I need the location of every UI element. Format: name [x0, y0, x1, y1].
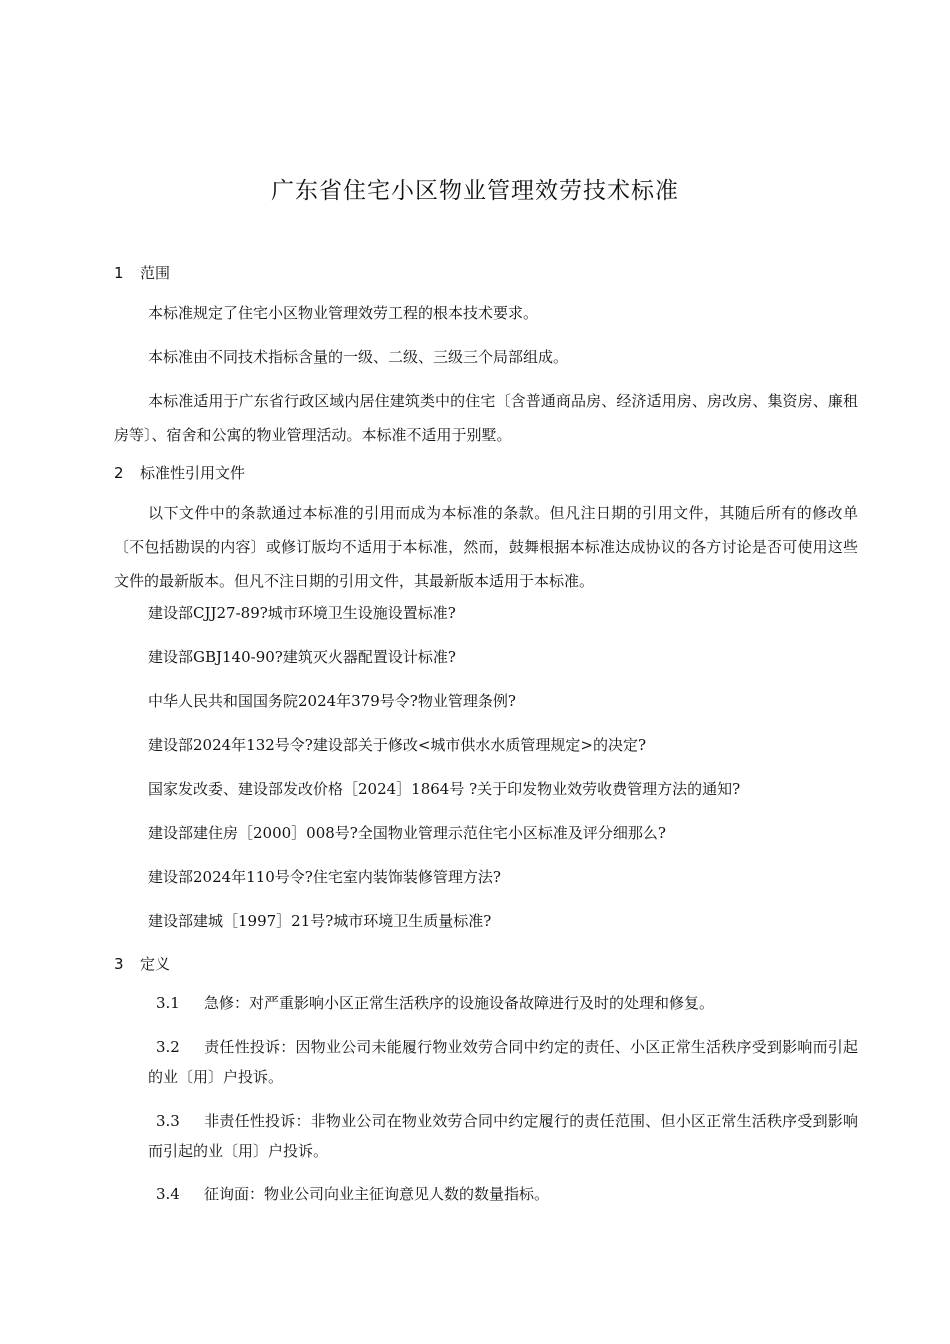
- definition-item: [148, 1032, 858, 1092]
- definition-number: 3.4: [156, 1185, 180, 1203]
- definition-text: 急修：对严重影响小区正常生活秩序的设施设备故障进行及时的处理和修复。: [204, 994, 715, 1012]
- definition-item: [148, 988, 858, 1018]
- section-number: 2: [114, 464, 124, 482]
- definition-number: 3.1: [156, 994, 180, 1012]
- document-title: 广东省住宅小区物业管理效劳技术标准: [271, 178, 679, 204]
- reference-item: 建设部GBJ140-90?建筑灭火器配置设计标准?: [148, 648, 456, 666]
- reference-item: 中华人民共和国国务院2024年379号令?物业管理条例?: [148, 692, 516, 710]
- section-number: 3: [114, 955, 124, 973]
- paragraph: 本标准适用于广东省行政区域内居住建筑类中的住宅〔含普通商品房、经济适用房、房改房、集资房、廉租房等〕、宿舍和公寓的物业管理活动。本标准不适用于别墅。: [114, 392, 858, 444]
- reference-item: 国家发改委、建设部发改价格［2024］1864号 ?关于印发物业效劳收费管理方法的通知?: [148, 780, 741, 798]
- section-title: 定义: [140, 955, 171, 973]
- section-title: 范围: [140, 264, 171, 282]
- definition-number: 3.2: [156, 1038, 180, 1056]
- definition-text: 非责任性投诉：非物业公司在物业效劳合同中约定履行的责任范围、但小区正常生活秩序受到影响而引起的业〔用〕户投诉。: [148, 1112, 858, 1160]
- section-number: 1: [114, 264, 124, 282]
- section-heading-3: [114, 953, 170, 975]
- reference-item: 建设部2024年132号令?建设部关于修改<城市供水水质管理规定>的决定?: [148, 736, 647, 754]
- reference-item: 建设部建住房［2000］008号?全国物业管理示范住宅小区标准及评分细那么?: [148, 824, 666, 842]
- reference-item: 建设部CJJ27-89?城市环境卫生设施设置标准?: [148, 604, 456, 622]
- paragraph: 以下文件中的条款通过本标准的引用而成为本标准的条款。但凡注日期的引用文件，其随后所有的修改单〔不包括勘误的内容〕或修订版均不适用于本标准，然而，鼓舞根据本标准达成协议的各方讨论是否可使用这些文件的最新版本。但凡不注日期的引用文件，其最新版本适用于本标准。: [114, 504, 858, 590]
- reference-item: 建设部2024年110号令?住宅室内装饰装修管理方法?: [148, 868, 501, 886]
- section-title: 标准性引用文件: [140, 464, 246, 482]
- reference-item: 建设部建城［1997］21号?城市环境卫生质量标准?: [148, 912, 492, 930]
- definition-item: [148, 1106, 858, 1166]
- paragraph: 本标准规定了住宅小区物业管理效劳工程的根本技术要求。: [148, 304, 539, 322]
- paragraph: 本标准由不同技术指标含量的一级、二级、三级三个局部组成。: [148, 348, 569, 366]
- definition-text: 责任性投诉：因物业公司未能履行物业效劳合同中约定的责任、小区正常生活秩序受到影响而引起的业〔用〕户投诉。: [148, 1038, 858, 1086]
- section-heading-1: [114, 262, 170, 284]
- definition-item: [148, 1179, 858, 1209]
- definition-text: 征询面：物业公司向业主征询意见人数的数量指标。: [204, 1185, 550, 1203]
- section-heading-2: [114, 462, 245, 484]
- definition-number: 3.3: [156, 1112, 180, 1130]
